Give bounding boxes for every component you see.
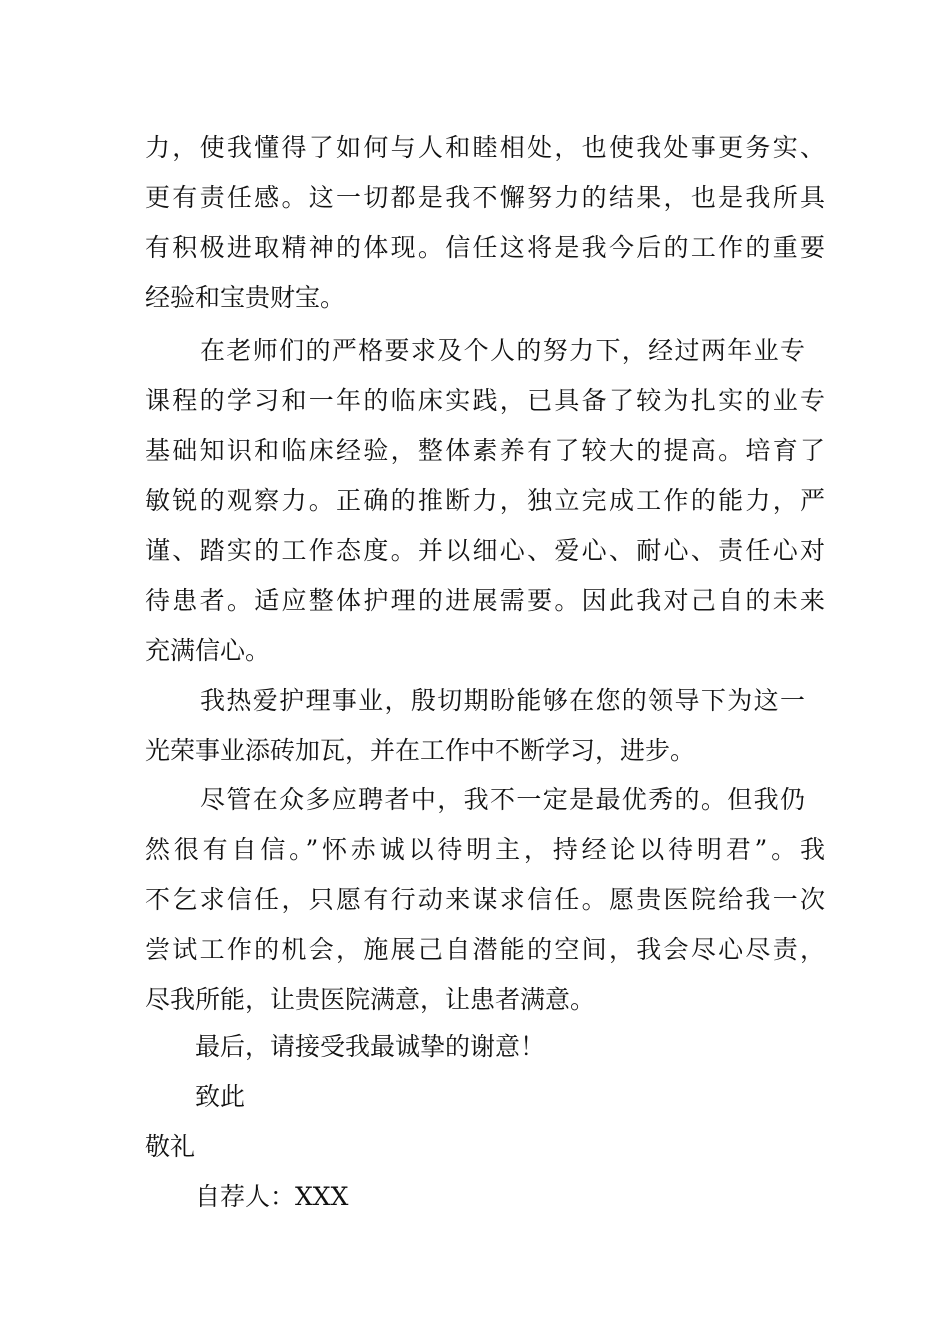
paragraph-2-line-7: 充满信心。 [145,636,271,665]
closing-line: 最后，请接受我最诚挚的谢意！ [195,1032,546,1061]
signature-line: 自荐人：XXX [195,1182,349,1211]
paragraph-2-line-6: 待患者。适应整体护理的进展需要。因此我对己自的未来 [145,586,825,615]
paragraph-4-line-4: 尝试工作的机会，施展己自潜能的空间，我会尽心尽责， [145,935,825,964]
paragraph-4-line-3: 不乞求信任，只愿有行动来谋求信任。愿贵医院给我一次 [145,885,825,914]
paragraph-2-line-5: 谨、踏实的工作态度。并以细心、爱心、耐心、责任心对 [145,536,825,565]
zhici-line: 致此 [195,1082,246,1111]
paragraph-2-line-2: 课程的学习和一年的临床实践，已具备了较为扎实的业专 [145,386,825,415]
paragraph-4-line-1: 尽管在众多应聘者中，我不一定是最优秀的。但我仍 [200,785,805,814]
jingli-line: 敬礼 [145,1132,196,1161]
paragraph-3-line-1: 我热爱护理事业，殷切期盼能够在您的领导下为这一 [200,686,805,715]
paragraph-4-line-2: 然很有自信。”怀赤诚以待明主，持经论以待明君”。我 [145,835,825,864]
paragraph-4-line-5: 尽我所能，让贵医院满意，让患者满意。 [145,985,596,1014]
paragraph-1-line-2: 更有责任感。这一切都是我不懈努力的结果，也是我所具 [145,183,825,212]
paragraph-1-line-3: 有积极进取精神的体现。信任这将是我今后的工作的重要 [145,233,825,262]
paragraph-1-line-4: 经验和宝贵财宝。 [145,283,346,312]
paragraph-2-line-3: 基础知识和临床经验，整体素养有了较大的提高。培育了 [145,436,825,465]
paragraph-2-line-4: 敏锐的观察力。正确的推断力，独立完成工作的能力，严 [145,486,825,515]
paragraph-1-line-1: 力，使我懂得了如何与人和睦相处，也使我处事更务实、 [145,133,825,162]
paragraph-3-line-2: 光荣事业添砖加瓦，并在工作中不断学习，进步。 [145,736,696,765]
paragraph-2-line-1: 在老师们的严格要求及个人的努力下，经过两年业专 [200,336,805,365]
